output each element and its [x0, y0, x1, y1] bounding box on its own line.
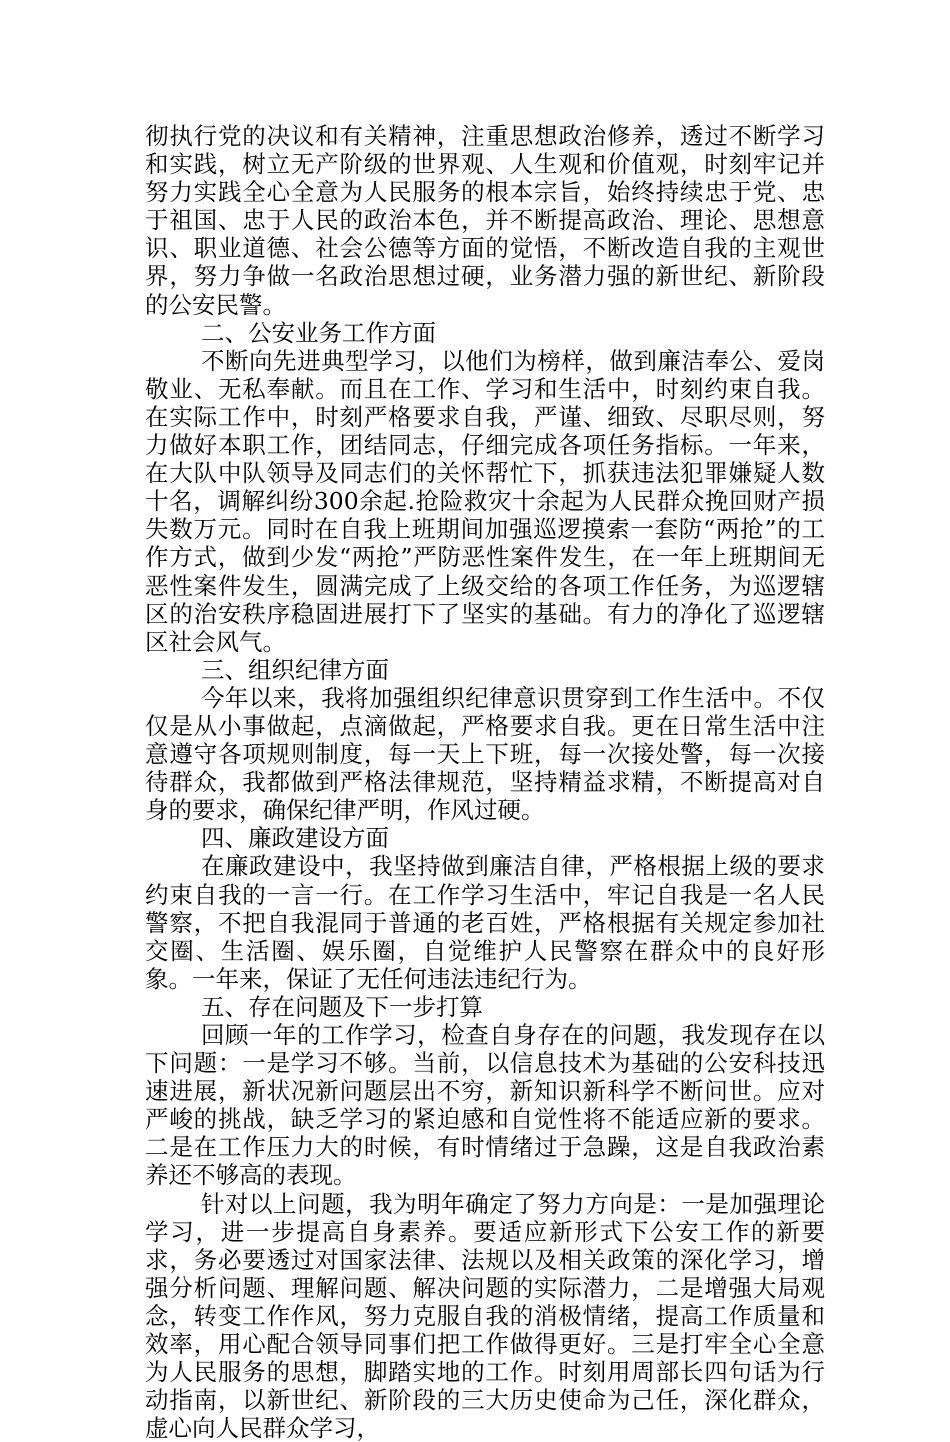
document-page — [145, 122, 825, 1442]
body-paragraph-4: 在廉政建设中，我坚持做到廉洁自律，严格根据上级的要求约束自我的一言一行。在工作学习生活中，牢记自我是一名人民警察，不把自我混同于普通的老百姓，严格根据有关规定参加社交圈、生活圈、娱乐圈，自觉维护人民警察在群众中的良好形象。一年来，保证了无任何违法违纪行为。 — [145, 852, 825, 993]
body-paragraph-1: 彻执行党的决议和有关精神，注重思想政治修养，透过不断学习和实践，树立无产阶级的世界观、人生观和价值观，时刻牢记并努力实践全心全意为人民服务的根本宗旨，始终持续忠于党、忠于祖国、忠于人民的政治本色，并不断提高政治、理论、思想意识、职业道德、社会公德等方面的觉悟，不断改造自我的主观世界，努力争做一名政治思想过硬，业务潜力强的新世纪、新阶段的公安民警。 — [145, 122, 825, 319]
section-heading-3: 三、组织纪律方面 — [201, 655, 389, 684]
body-paragraph-5: 回顾一年的工作学习，检查自身存在的问题，我发现存在以下问题：一是学习不够。当前，以信息技术为基础的公安科技迅速进展，新状况新问题层出不穷，新知识新科学不断问世。应对严峻的挑战，缺乏学习的紧迫感和自觉性将不能适应新的要求。二是在工作压力大的时候，有时情绪过于急躁，这是自我政治素养还不够高的表现。 — [145, 1021, 825, 1190]
section-heading-2: 二、公安业务工作方面 — [201, 318, 436, 347]
section-heading-5: 五、存在问题及下一步打算 — [201, 992, 483, 1021]
body-paragraph-6: 针对以上问题，我为明年确定了努力方向是：一是加强理论学习，进一步提高自身素养。要适应新形式下公安工作的新要求，务必要透过对国家法律、法规以及相关政策的深化学习，增强分析问题、理解问题、解决问题的实际潜力，二是增强大局观念，转变工作作风，努力克服自我的消极情绪，提高工作质量和效率，用心配合领导同事们把工作做得更好。三是打牢全心全意为人民服务的思想，脚踏实地的工作。时刻用周部长四句话为行动指南，以新世纪、新阶段的三大历史使命为己任，深化群众，虚心向人民群众学习， — [145, 1189, 825, 1442]
body-paragraph-3: 今年以来，我将加强组织纪律意识贯穿到工作生活中。不仅仅是从小事做起，点滴做起，严格要求自我。更在日常生活中注意遵守各项规则制度，每一天上下班，每一次接处警，每一次接待群众，我都做到严格法律规范，坚持精益求精，不断提高对自身的要求，确保纪律严明，作风过硬。 — [145, 683, 825, 825]
section-heading-4: 四、廉政建设方面 — [201, 824, 389, 853]
body-paragraph-2: 不断向先进典型学习，以他们为榜样，做到廉洁奉公、爱岗敬业、无私奉献。而且在工作、学习和生活中，时刻约束自我。在实际工作中，时刻严格要求自我，严谨、细致、尽职尽则，努力做好本职工作，团结同志，仔细完成各项任务指标。一年来，在大队中队领导及同志们的关怀帮忙下，抓获违法犯罪嫌疑人数十名，调解纠纷300余起.抢险救灾十余起为人民群众挽回财产损失数万元。同时在自我上班期间加强巡逻摸索一套防“两抢”的工作方式，做到少发“两抢”严防恶性案件发生，在一年上班期间无恶性案件发生，圆满完成了上级交给的各项工作任务，为巡逻辖区的治安秩序稳固进展打下了坚实的基础。有力的净化了巡逻辖区社会风气。 — [145, 346, 825, 656]
